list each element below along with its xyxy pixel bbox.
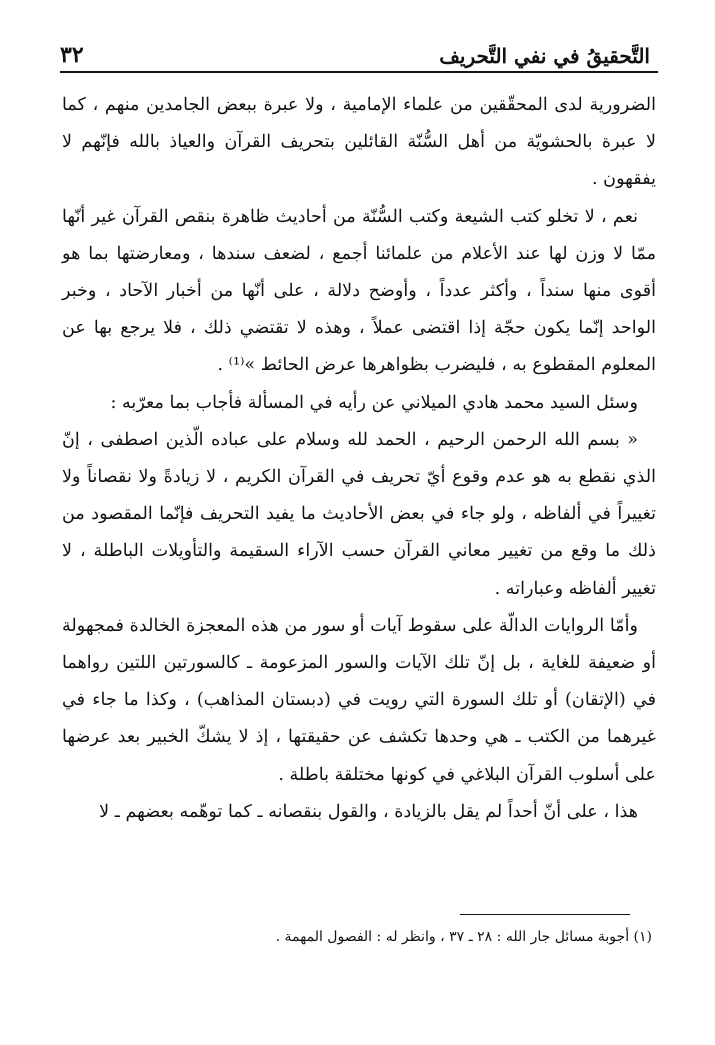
main-text [62,87,656,831]
paragraph-1: الضرورية لدى المحقّقين من علماء الإمامية ، ولا عبرة ببعض الجامدين منهم ، كما لا عبرة بالحشويّة من أهل السُّنّة القائلين بتحريف القرآن والعياذ بالله فإنّهم لا يفقهون . [62,95,656,190]
page-header [60,30,650,68]
paragraph-3: وسئل السيد محمد هادي الميلاني عن رأيه في المسألة فأجاب بما معرّبه : [110,392,638,413]
header-rule [60,71,658,73]
paragraph-4: « بسم الله الرحمن الرحيم ، الحمد لله وسلام على عباده الّذين اصطفى ، إنّ الذي نقطع به هو عدم وقوع أيّ تحريف في القرآن الكريم ، لا زيادةً ولا نقصاناً ولا تغييراً في ألفاظه ، ولو جاء في بعض الأحاديث ما يفيد التحريف فإنّما المقصود من ذلك ما وقع من تغيير معاني القرآن حسب الآراء السقيمة والتأويلات الباطلة ، لا تغيير ألفاظه وعباراته . [62,429,656,599]
paragraph-2: نعم ، لا تخلو كتب الشيعة وكتب السُّنّة من أحاديث ظاهرة بنقص القرآن غير أنّها ممّا لا وزن لها عند الأعلام من علمائنا أجمع ، لضعف سندها ، ومعارضتها بما هو أقوى منها سنداً ، وأكثر عدداً ، وأوضح دلالة ، على أنّها من أخبار الآحاد ، وخبر الواحد إنّما يكون حجّة إذا اقتضى عملاً ، وهذه لا تقتضي ذلك ، فلا يرجع بها عن المعلوم المقطوع به ، فليضرب بظواهرها عرض الحائط »⁽¹⁾ . [62,206,656,376]
running-title: التَّحقيقُ في نفي التَّحريف [439,44,650,68]
footnote-rule [460,914,630,915]
page-number: ٣٢ [60,42,84,68]
footnote: (١) أجوبة مسائل جار الله : ٢٨ ـ ٣٧ ، وانظر له : الفصول المهمة . [275,929,652,945]
paragraph-6: هذا ، على أنّ أحداً لم يقل بالزيادة ، والقول بنقصانه ـ كما توهّمه بعضهم ـ لا [99,801,638,822]
paragraph-5: وأمّا الروايات الدالّة على سقوط آيات أو سور من هذه المعجزة الخالدة فمجهولة أو ضعيفة للغاية ، بل إنّ تلك الآيات والسور المزعومة ـ كالسورتين اللتين رواهما في (الإتقان) أو تلك السورة التي رويت في (دبستان المذاهب) ، وكذا ما جاء في غيرهما من الكتب ـ هي وحدها تكشف عن حقيقتها ، إذ لا يشكّ الخبير بعد عرضها على أسلوب القرآن البلاغي في كونها مختلقة باطلة . [62,615,656,785]
